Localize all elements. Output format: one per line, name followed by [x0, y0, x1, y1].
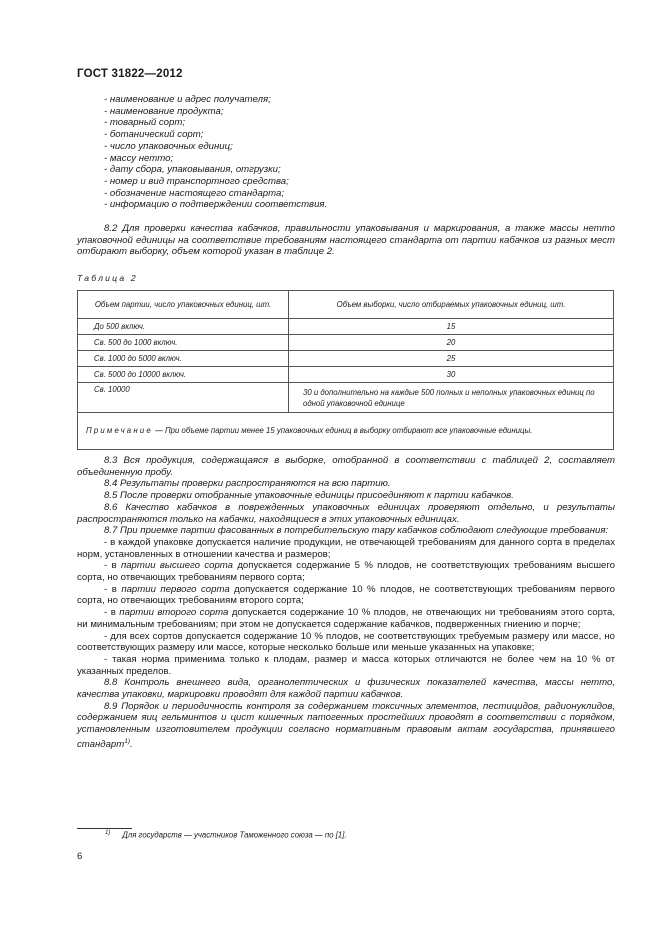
table-row	[78, 367, 614, 383]
table-cell-lot: До 500 включ.	[78, 319, 289, 335]
table-cell-sample: 30	[289, 367, 614, 383]
list-item: - дату сбора, упаковывания, отгрузки;	[104, 164, 281, 176]
table-cell-lot: Св. 500 до 1000 включ.	[78, 335, 289, 351]
sample-size-table	[77, 290, 614, 450]
footnote	[105, 830, 347, 840]
table-cell-sample: 20	[289, 335, 614, 351]
table-row	[78, 319, 614, 335]
table-row	[78, 351, 614, 367]
footnote-text: Для государств — участников Таможенного союза — по [1].	[122, 830, 347, 840]
list-item: - наименование продукта;	[104, 105, 224, 117]
table-note-label: Примечание	[86, 426, 153, 435]
table-cell-sample: 15	[289, 319, 614, 335]
list-item: - обозначение настоящего стандарта;	[104, 187, 284, 199]
paragraph-8-3: 8.3 Вся продукция, содержащаяся в выборке, отобранной в соответствии с таблицей 2, составляет объединенную пробу.	[77, 455, 615, 478]
list-item: - число упаковочных единиц;	[104, 140, 233, 152]
list-item: - номер и вид транспортного средства;	[104, 175, 289, 187]
table-header-lot: Объем партии, число упаковочных единиц, шт.	[78, 291, 289, 319]
table-row	[78, 335, 614, 351]
table-cell-lot: Св. 1000 до 5000 включ.	[78, 351, 289, 367]
list-item: - ботанический сорт;	[104, 129, 204, 141]
grade-second: партии второго сорта	[119, 607, 229, 619]
grade-highest: партии высшего сорта	[120, 560, 234, 572]
footnote-mark: 1)	[105, 830, 111, 836]
paragraph-8-5: 8.5 После проверки отобранные упаковочные единицы присоединяют к партии кабачков.	[104, 490, 514, 502]
requirement-4: - в партии второго сорта допускается содержание 10 % плодов, не отвечающих ни требованиям этого сорта, ни минимальным требованиям; при этом не допускается содержание кабачков, подверженных гниению и порче;	[77, 607, 616, 630]
table-cell-lot: Св. 10000	[78, 383, 289, 413]
list-item: - товарный сорт;	[104, 117, 186, 129]
requirement-6: - такая норма применима только к плодам, размер и масса которых отличаются не более чем на 10 % от указанных пределов.	[77, 653, 615, 677]
table-note	[78, 413, 614, 450]
table-note-text: — При объеме партии менее 15 упаковочных единиц в выборку отбирают все упаковочные единицы.	[152, 426, 533, 435]
requirement-5: - для всех сортов допускается содержание 10 % плодов, не соответствующих требуемым размеру или массе, но соответствующих размеру или массе, которые несколько больше или меньше указанных на упаковке;	[77, 630, 615, 654]
sections-8-3-to-8-9	[77, 455, 615, 751]
table-note-row	[78, 413, 614, 450]
paragraph-8-9: 8.9 Порядок и периодичность контроля за содержанием токсичных элементов, пестицидов, радионуклидов, содержанием яиц гельминтов и цист кишечных патогенных простейших проводят в соответствии с порядком, установленным изготовителем продукции согласно нормативным правовым актам государства, принявшего стандарт$^{1)}$.	[77, 700, 615, 751]
page-number: 6	[77, 851, 83, 862]
paragraph-8-7: 8.7 При приемке партии фасованных в потребительскую тару кабачков соблюдают следующие требования:	[104, 525, 609, 537]
footnote-divider	[77, 828, 132, 829]
table-cell-sample: 30 и дополнительно на каждые 500 полных и неполных упаковочных единиц по одной упаковочной единице	[289, 383, 614, 413]
list-item: - массу нетто;	[104, 152, 174, 164]
table-cell-sample: 25	[289, 351, 614, 367]
paragraph-8-4: 8.4 Результаты проверки распространяются на всю партию.	[104, 478, 391, 490]
paragraph-8-6: 8.6 Качество кабачков в поврежденных упаковочных единицах проверяют отдельно, и результаты распространяются только на кабачки, находящиеся в этих упаковочных единицах.	[77, 501, 615, 525]
requirement-1: - в каждой упаковке допускается наличие продукции, не отвечающей требованиям для данного сорта в пределах норм, установленных в отношении качества и размеров;	[77, 536, 615, 560]
table-row	[78, 383, 614, 413]
paragraph-8-2: 8.2 Для проверки качества кабачков, правильности упаковывания и маркирования, а также массы нетто упаковочной единицы на соответствие требованиям настоящего стандарта от партии кабачков из разных мест отбирают выборку, объем которой указан в таблице 2.	[77, 223, 615, 258]
section-8-2	[77, 223, 615, 258]
table-header-sample: Объем выборки, число отбираемых упаковочных единиц, шт.	[289, 291, 614, 319]
label-requirements-list	[104, 94, 327, 211]
footnote-reference[interactable]: 1)	[124, 737, 131, 745]
table-cell-lot: Св. 5000 до 10000 включ.	[78, 367, 289, 383]
paragraph-8-8: 8.8 Контроль внешнего вида, органолептических и физических показателей качества, массы нетто, качества упаковки, маркировки проводят для каждой партии кабачков.	[77, 677, 615, 701]
list-item: - наименование и адрес получателя;	[104, 94, 271, 105]
list-item: - информацию о подтверждении соответствия.	[104, 199, 328, 211]
grade-first: партии первого сорта	[121, 583, 230, 595]
table-caption: Таблица 2	[77, 273, 138, 283]
requirement-3: - в партии первого сорта допускается содержание 10 % плодов, не соответствующих требованиям первого сорта, но отвечающих требованиям второго сорта;	[77, 583, 615, 607]
requirement-2: - в партии высшего сорта допускается содержание 5 % плодов, не соответствующих требованиям высшего сорта, но отвечающих требованиям первого сорта;	[77, 560, 615, 584]
document-header: ГОСТ 31822—2012	[77, 68, 183, 80]
table-header-row	[78, 291, 614, 319]
